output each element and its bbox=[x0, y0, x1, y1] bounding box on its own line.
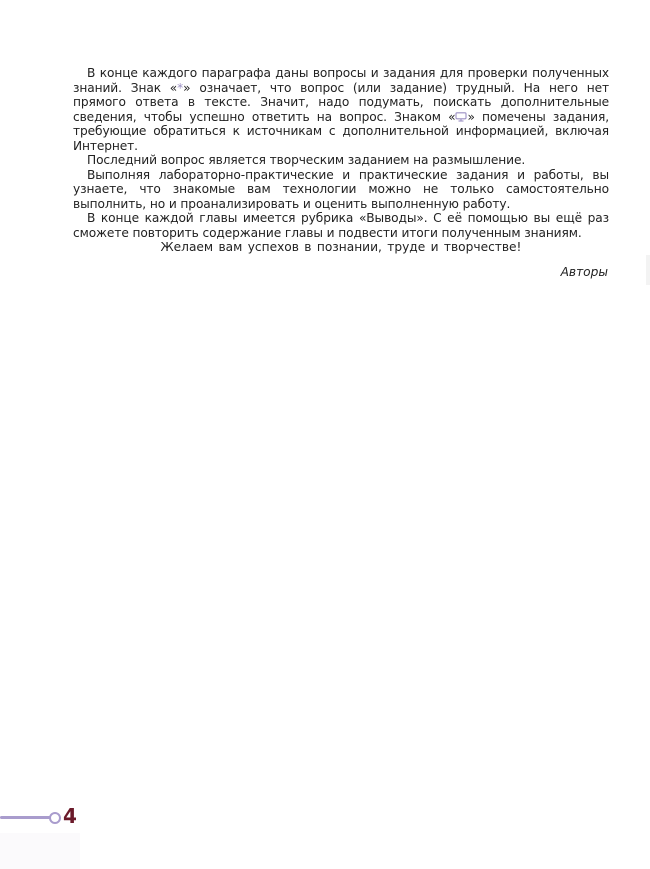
star-icon: * bbox=[177, 80, 184, 95]
page-number: 4 bbox=[63, 804, 77, 828]
page-number-line bbox=[0, 816, 51, 819]
paragraph-conclusions: В конце каждой главы имеется рубрика «Выводы». С её помощью вы ещё раз сможете повторить содержание главы и подвести итоги полученным знаниям. bbox=[73, 211, 609, 241]
intro-text bbox=[73, 66, 609, 241]
closing-wish: Желаем вам успехов в познании, труде и творчестве! bbox=[160, 240, 522, 254]
footer-shade bbox=[0, 833, 80, 869]
paragraph-questions bbox=[73, 66, 609, 153]
paragraph-text: В конце каждого параграфа даны вопросы и задания для проверки полученных знаний. Знак « bbox=[73, 66, 609, 95]
paragraph-creative: Последний вопрос является творческим заданием на размышление. bbox=[87, 153, 526, 168]
paragraph-text: » означает, что вопрос (или задание) трудный. На него нет прямого ответа в тексте. Значит, надо подумать, поискать дополнительные сведения, чтобы успешно ответить на вопрос. Знаком « bbox=[73, 80, 609, 124]
signature: Авторы bbox=[560, 265, 608, 279]
paragraph-text: » помечены задания, требующие обратиться к источникам с дополнительной информацией, включая Интернет. bbox=[73, 109, 609, 153]
paragraph-practical: Выполняя лабораторно-практические и практические задания и работы, вы узнаете, что знакомые вам технологии можно не только самостоятельно выполнить, но и проанализировать и оценить выполненную работу. bbox=[73, 167, 609, 211]
page-number-dot-icon bbox=[49, 812, 61, 824]
monitor-icon bbox=[455, 112, 467, 122]
page-edge bbox=[646, 255, 650, 285]
